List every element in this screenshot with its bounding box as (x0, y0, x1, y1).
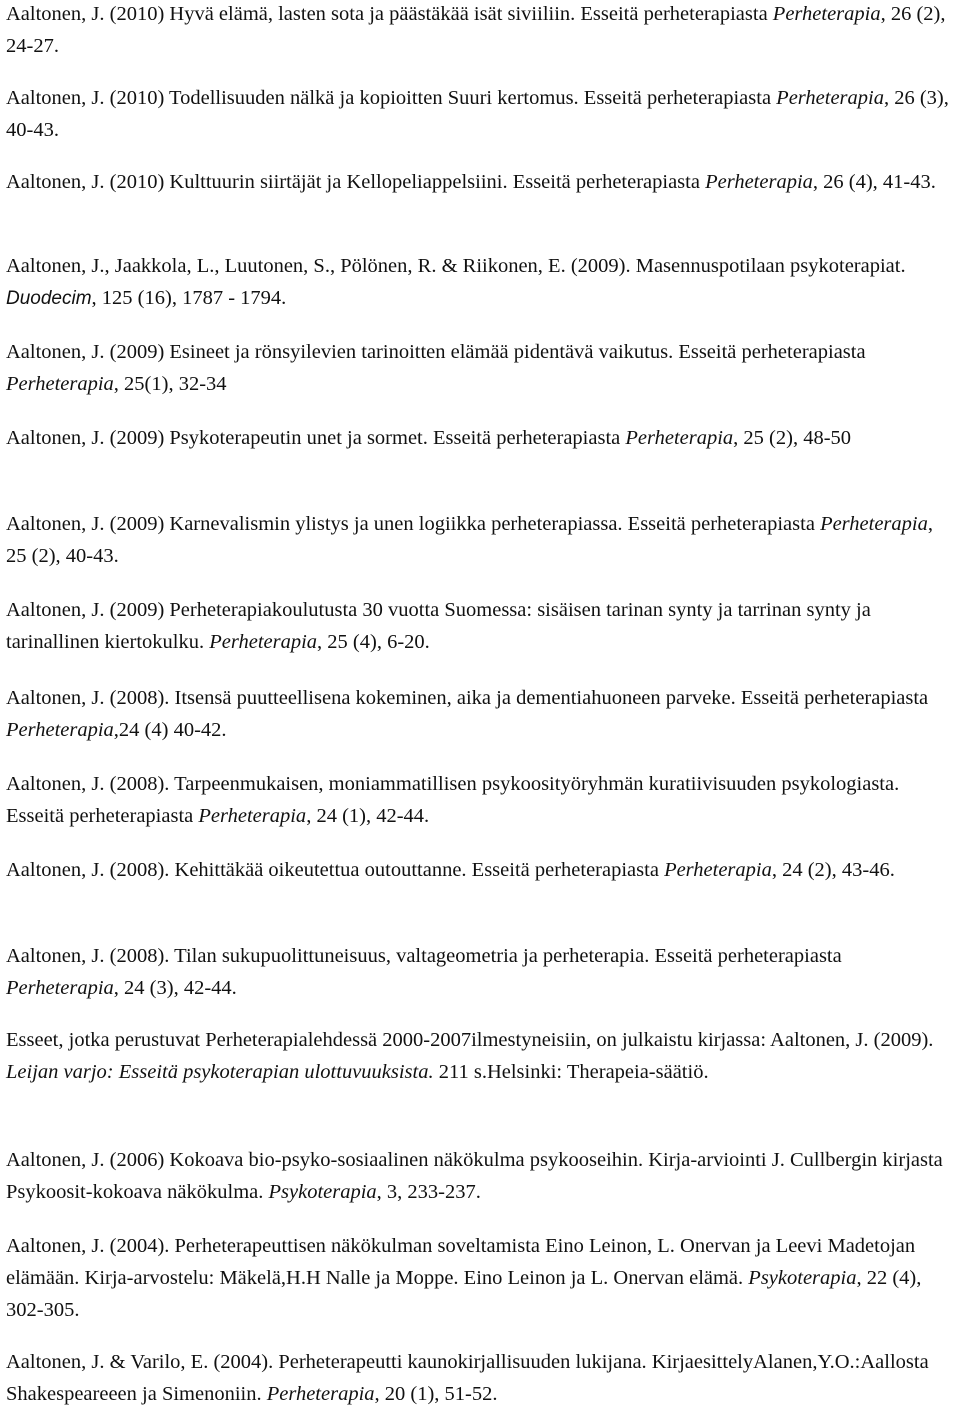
reference-text: Aaltonen, J. (2008). Itsensä puutteellisena kokeminen, aika ja dementiahuoneen parveke. Esseitä perheterapiasta (6, 687, 929, 709)
reference-text: 211 s.Helsinki: Therapeia-säätiö. (433, 1061, 709, 1083)
reference-text: Aaltonen, J. (2009) Perheterapiakoulutusta 30 vuotta Suomessa: sisäisen tarinan synty ja tarrinan synty ja tarinallinen kiertokulku. (6, 599, 871, 653)
reference-entry (6, 768, 951, 832)
reference-text: Aaltonen, J. (2004). Perheterapeuttisen näkökulman soveltamista Eino Leinon, L. Onervan ja Leevi Madetojan elämään. Kirja-arvostelu: Mäkelä,H.H Nalle ja Moppe. Eino Leinon ja L. Onervan elämä. (6, 1235, 916, 1289)
reference-text: , 125 (16), 1787 - 1794. (91, 287, 287, 309)
journal-name: Duodecim (6, 288, 92, 309)
reference-entry (6, 250, 951, 315)
reference-text: Aaltonen, J. (2009) Esineet ja rönsyilevien tarinoitten elämää pidentävä vaikutus. Esseitä perheterapiasta (6, 341, 866, 363)
reference-entry (6, 336, 951, 400)
journal-name: Perheterapia (820, 513, 928, 535)
reference-entry (6, 166, 951, 198)
reference-text: Aaltonen, J. & Varilo, E. (2004). Perheterapeutti kaunokirjallisuuden lukijana. KirjaesittelyAlanen,Y.O.:Aallosta Shakespeareeen ja Simenoniin. (6, 1351, 929, 1405)
reference-text: Aaltonen, J. (2010) Kulttuurin siirtäjät ja Kellopeliappelsiini. Esseitä perheterapiasta (6, 171, 706, 193)
reference-text: , 25 (2), 48-50 (733, 427, 852, 449)
journal-name: Perheterapia (772, 3, 881, 25)
reference-entry (6, 854, 951, 886)
reference-text: , 26 (2), 24-27. (6, 3, 946, 57)
reference-text: ,24 (4) 40-42. (113, 719, 227, 741)
journal-name: Perheterapia (209, 631, 318, 653)
reference-text: , 26 (4), 41-43. (812, 171, 936, 193)
journal-name: Perheterapia (6, 719, 114, 741)
journal-name: Perheterapia (266, 1383, 375, 1405)
reference-text: Aaltonen, J. (2008). Tilan sukupuolittuneisuus, valtageometria ja perheterapia. Esseitä perheterapiasta (6, 945, 842, 967)
reference-entry (6, 508, 951, 572)
reference-text: Aaltonen, J. (2009) Psykoterapeutin unet ja sormet. Esseitä perheterapiasta (6, 427, 626, 449)
reference-text: Aaltonen, J. (2008). Tarpeenmukaisen, moniammatillisen psykoosityöryhmän kuratiivisuuden psykologiasta. Esseitä perheterapiasta (6, 773, 900, 827)
reference-text: , 26 (3), 40-43. (6, 87, 949, 141)
reference-entry (6, 82, 951, 146)
journal-name: Perheterapia (776, 87, 884, 109)
reference-text: , 24 (1), 42-44. (306, 805, 430, 827)
reference-text: Aaltonen, J. (2006) Kokoava bio-psyko-sosiaalinen näkökulma psykooseihin. Kirja-arviointi J. Cullbergin kirjasta Psykoosit-kokoava näkökulma. (6, 1149, 943, 1203)
reference-entry (6, 0, 951, 62)
journal-name: Psykoterapia (268, 1181, 377, 1203)
reference-text: Esseet, jotka perustuvat Perheterapialehdessä 2000-2007ilmestyneisiin, on julkaistu kirjassa: Aaltonen, J. (2009). (6, 1029, 934, 1051)
reference-entry (6, 682, 951, 746)
journal-name: Perheterapia (6, 977, 114, 999)
reference-text: , 25(1), 32-34 (113, 373, 227, 395)
journal-name: Perheterapia (664, 859, 772, 881)
reference-text: , 3, 233-237. (376, 1181, 481, 1203)
reference-text: Aaltonen, J., Jaakkola, L., Luutonen, S., Pölönen, R. & Riikonen, E. (2009). Masennuspotilaan psykoterapiat. (6, 255, 906, 277)
reference-text: , 22 (4), 302-305. (6, 1267, 922, 1321)
reference-text: , 25 (4), 6-20. (317, 631, 430, 653)
reference-entry (6, 1024, 951, 1088)
journal-name: Perheterapia (198, 805, 307, 827)
journal-name: Perheterapia (625, 427, 734, 449)
reference-text: Aaltonen, J. (2009) Karnevalismin ylistys ja unen logiikka perheterapiassa. Esseitä perheterapiasta (6, 513, 821, 535)
book-title: Leijan varjo: Esseitä psykoterapian ulottuvuuksista. (6, 1061, 434, 1083)
reference-entry (6, 1230, 951, 1326)
reference-text: , 24 (2), 43-46. (771, 859, 895, 881)
reference-text: Aaltonen, J. (2008). Kehittäkää oikeutettua outouttanne. Esseitä perheterapiasta (6, 859, 665, 881)
reference-text: Aaltonen, J. (2010) Todellisuuden nälkä ja kopioitten Suuri kertomus. Esseitä perheterapiasta (6, 87, 777, 109)
reference-entry (6, 594, 951, 658)
reference-entry (6, 1144, 951, 1208)
reference-text: Aaltonen, J. (2010) Hyvä elämä, lasten sota ja päästäkää isät siviiliin. Esseitä perheterapiasta (6, 3, 773, 25)
reference-entry (6, 422, 951, 454)
reference-entry (6, 940, 951, 1004)
reference-text: , 24 (3), 42-44. (113, 977, 237, 999)
reference-entry (6, 1346, 951, 1410)
journal-name: Perheterapia (705, 171, 813, 193)
journal-name: Perheterapia (6, 373, 114, 395)
journal-name: Psykoterapia (748, 1267, 857, 1289)
reference-text: , 20 (1), 51-52. (374, 1383, 498, 1405)
reference-text: , 25 (2), 40-43. (6, 513, 933, 567)
